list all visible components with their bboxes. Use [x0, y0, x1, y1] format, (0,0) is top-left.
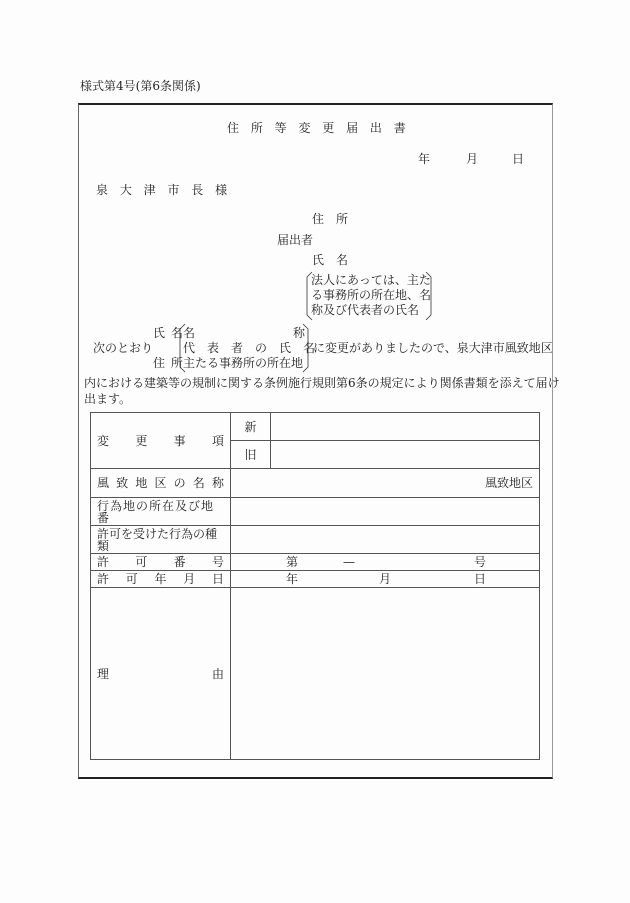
addressee: 泉 大 津 市 長 様	[96, 183, 232, 197]
statement-address-label: 住 所	[153, 356, 184, 370]
statement-line-2: 内における建築等の規制に関する条例施行規則第6条の規定により関係書類を添えて届け	[84, 376, 560, 390]
brace-name-end: 称	[293, 326, 306, 340]
label-char: 号	[211, 555, 224, 569]
brace-name-start: 名	[183, 326, 196, 340]
new-label: 新	[231, 413, 271, 441]
corporate-note-line-1: 法人にあっては、主た	[311, 273, 431, 287]
permit-date-year: 年	[286, 572, 299, 586]
label-char: 地	[135, 476, 148, 490]
label-char: 変	[97, 433, 110, 448]
permitted-act-label: 許可を受けた行為の種類	[91, 526, 231, 554]
details-table	[90, 412, 540, 760]
permit-number-label	[91, 554, 231, 571]
permit-number-suffix: 号	[474, 555, 487, 569]
change-items-label	[91, 413, 231, 469]
permit-number-field[interactable]	[231, 554, 540, 571]
brace-office-address: 主たる事務所の所在地	[183, 356, 304, 370]
label-char: 許	[97, 555, 110, 569]
label-char: 風	[97, 476, 110, 490]
old-label: 旧	[231, 441, 271, 469]
label-char: 致	[116, 476, 129, 490]
label-char: 日	[211, 572, 224, 586]
name-label: 氏 名	[312, 253, 349, 267]
brace-representative: 代 表 者 の 氏 名	[183, 341, 316, 355]
label-char: 由	[211, 666, 224, 681]
date-day: 日	[512, 152, 525, 166]
label-char: の	[173, 476, 186, 490]
location-label: 行為地の所在及び地番	[91, 498, 231, 526]
label-char: 年	[154, 572, 167, 586]
district-name-label	[91, 469, 231, 498]
reason-label	[91, 588, 231, 760]
form-number: 様式第4号(第6条関係)	[80, 79, 201, 93]
statement-line-1-suffix: に変更がありましたので、泉大津市風致地区	[313, 341, 553, 355]
label-char: 月	[183, 572, 196, 586]
permit-date-field[interactable]	[231, 571, 540, 588]
district-name-field[interactable]	[231, 469, 540, 498]
new-value-field[interactable]	[271, 413, 540, 441]
label-char: 区	[154, 476, 167, 490]
permit-number-prefix: 第	[286, 555, 299, 569]
district-name-suffix: 風致地区	[484, 476, 533, 490]
label-char: 可	[135, 555, 148, 569]
permit-date-month: 月	[379, 572, 392, 586]
date-month: 月	[466, 152, 479, 166]
label-char: 称	[211, 476, 224, 490]
permit-date-label	[91, 571, 231, 588]
label-char: 更	[135, 433, 148, 448]
statement-prefix: 次のとおり	[93, 341, 154, 355]
label-char: 項	[211, 433, 224, 448]
label-char: 理	[97, 666, 110, 681]
label-char: 名	[192, 476, 205, 490]
statement-name-label: 氏 名	[153, 326, 184, 340]
applicant-role-label: 届出者	[277, 233, 314, 247]
permit-number-dash: —	[343, 555, 355, 569]
permit-date-day: 日	[474, 572, 487, 586]
label-char: 事	[173, 433, 186, 448]
location-field[interactable]	[231, 498, 540, 526]
form-title: 住 所 等 変 更 届 出 書	[227, 121, 410, 135]
reason-field[interactable]	[231, 588, 540, 760]
corporate-note-line-3: 称及び代表者の氏名	[311, 303, 420, 317]
label-char: 許	[97, 572, 110, 586]
statement-line-3: 出ます。	[84, 392, 132, 406]
corporate-note-line-2: る事務所の所在地、名	[311, 288, 432, 302]
address-label: 住 所	[312, 212, 349, 226]
label-char: 可	[125, 572, 138, 586]
date-year: 年	[418, 152, 431, 166]
old-value-field[interactable]	[271, 441, 540, 469]
permitted-act-field[interactable]	[231, 526, 540, 554]
label-char: 番	[173, 555, 186, 569]
